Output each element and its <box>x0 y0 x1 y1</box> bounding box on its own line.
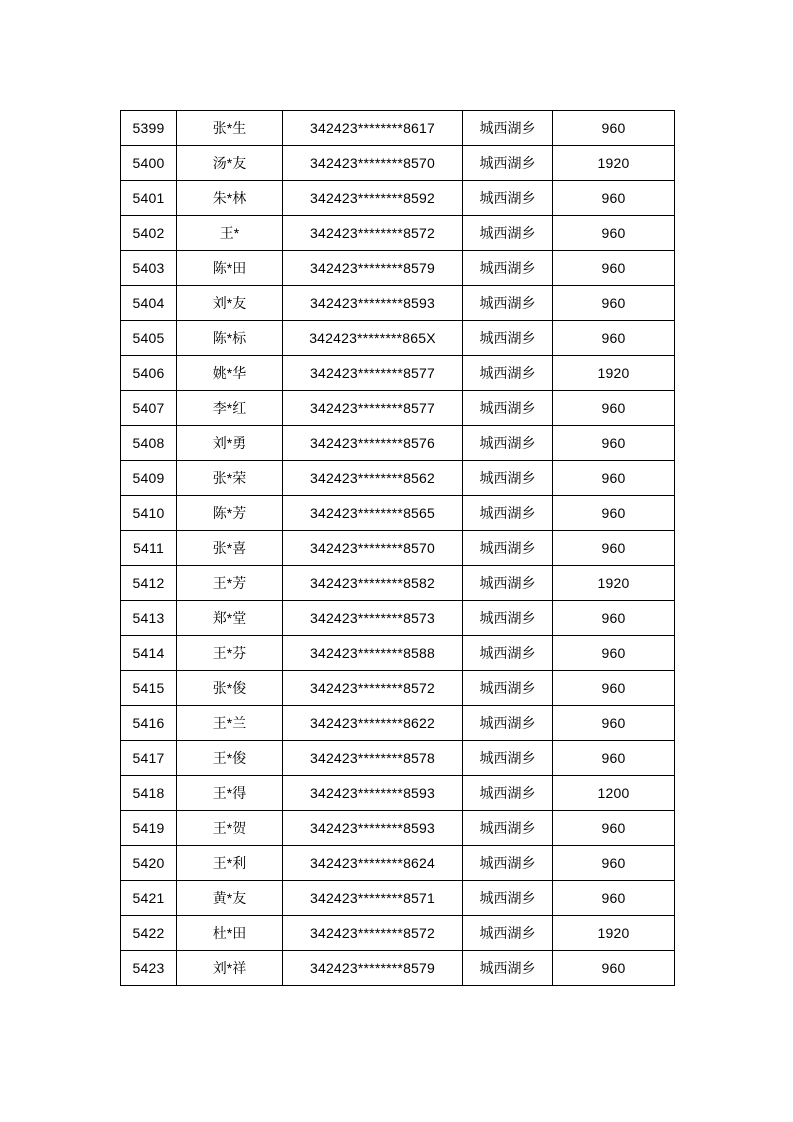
cell-id_number: 342423********8573 <box>283 601 463 636</box>
cell-id_number: 342423********8577 <box>283 356 463 391</box>
cell-amount: 960 <box>553 706 675 741</box>
cell-name: 朱*林 <box>177 181 283 216</box>
cell-serial: 5399 <box>121 111 177 146</box>
table-row <box>121 566 675 601</box>
cell-serial: 5421 <box>121 881 177 916</box>
cell-id_number: 342423********8588 <box>283 636 463 671</box>
cell-name: 张*俊 <box>177 671 283 706</box>
table-row <box>121 391 675 426</box>
cell-id_number: 342423********8570 <box>283 531 463 566</box>
cell-name: 张*喜 <box>177 531 283 566</box>
cell-serial: 5416 <box>121 706 177 741</box>
cell-amount: 1920 <box>553 566 675 601</box>
cell-serial: 5402 <box>121 216 177 251</box>
table-row <box>121 356 675 391</box>
cell-township: 城西湖乡 <box>463 531 553 566</box>
cell-amount: 960 <box>553 636 675 671</box>
cell-amount: 960 <box>553 671 675 706</box>
cell-township: 城西湖乡 <box>463 846 553 881</box>
cell-serial: 5417 <box>121 741 177 776</box>
cell-id_number: 342423********8570 <box>283 146 463 181</box>
cell-name: 杜*田 <box>177 916 283 951</box>
cell-serial: 5403 <box>121 251 177 286</box>
cell-serial: 5400 <box>121 146 177 181</box>
table-row <box>121 706 675 741</box>
table-row <box>121 846 675 881</box>
cell-serial: 5405 <box>121 321 177 356</box>
cell-serial: 5411 <box>121 531 177 566</box>
cell-id_number: 342423********8624 <box>283 846 463 881</box>
cell-id_number: 342423********8576 <box>283 426 463 461</box>
cell-id_number: 342423********8617 <box>283 111 463 146</box>
table-row <box>121 741 675 776</box>
cell-amount: 960 <box>553 181 675 216</box>
table-row <box>121 321 675 356</box>
cell-name: 刘*祥 <box>177 951 283 986</box>
cell-township: 城西湖乡 <box>463 881 553 916</box>
table-sheet <box>120 110 674 986</box>
cell-amount: 960 <box>553 951 675 986</box>
cell-township: 城西湖乡 <box>463 461 553 496</box>
cell-township: 城西湖乡 <box>463 286 553 321</box>
cell-amount: 960 <box>553 496 675 531</box>
table-row <box>121 951 675 986</box>
cell-id_number: 342423********8593 <box>283 811 463 846</box>
table-row <box>121 636 675 671</box>
cell-township: 城西湖乡 <box>463 181 553 216</box>
cell-amount: 960 <box>553 111 675 146</box>
cell-serial: 5408 <box>121 426 177 461</box>
table-row <box>121 146 675 181</box>
cell-township: 城西湖乡 <box>463 811 553 846</box>
cell-township: 城西湖乡 <box>463 741 553 776</box>
table-row <box>121 181 675 216</box>
cell-name: 刘*勇 <box>177 426 283 461</box>
cell-township: 城西湖乡 <box>463 496 553 531</box>
cell-amount: 960 <box>553 216 675 251</box>
cell-township: 城西湖乡 <box>463 916 553 951</box>
cell-township: 城西湖乡 <box>463 216 553 251</box>
cell-amount: 960 <box>553 811 675 846</box>
cell-id_number: 342423********8582 <box>283 566 463 601</box>
cell-id_number: 342423********8622 <box>283 706 463 741</box>
cell-name: 张*生 <box>177 111 283 146</box>
cell-serial: 5410 <box>121 496 177 531</box>
cell-serial: 5422 <box>121 916 177 951</box>
cell-amount: 1920 <box>553 916 675 951</box>
cell-id_number: 342423********8592 <box>283 181 463 216</box>
cell-serial: 5419 <box>121 811 177 846</box>
cell-serial: 5401 <box>121 181 177 216</box>
cell-id_number: 342423********8593 <box>283 776 463 811</box>
cell-serial: 5423 <box>121 951 177 986</box>
cell-township: 城西湖乡 <box>463 146 553 181</box>
cell-amount: 1920 <box>553 356 675 391</box>
cell-id_number: 342423********8579 <box>283 251 463 286</box>
cell-township: 城西湖乡 <box>463 951 553 986</box>
cell-id_number: 342423********8593 <box>283 286 463 321</box>
cell-serial: 5418 <box>121 776 177 811</box>
table-row <box>121 286 675 321</box>
cell-name: 汤*友 <box>177 146 283 181</box>
cell-serial: 5412 <box>121 566 177 601</box>
cell-id_number: 342423********8572 <box>283 916 463 951</box>
cell-amount: 960 <box>553 531 675 566</box>
table-row <box>121 811 675 846</box>
table-row <box>121 496 675 531</box>
cell-name: 王*兰 <box>177 706 283 741</box>
table-row <box>121 601 675 636</box>
cell-name: 郑*堂 <box>177 601 283 636</box>
cell-serial: 5415 <box>121 671 177 706</box>
table-row <box>121 461 675 496</box>
cell-serial: 5413 <box>121 601 177 636</box>
cell-serial: 5404 <box>121 286 177 321</box>
cell-serial: 5414 <box>121 636 177 671</box>
table-row <box>121 776 675 811</box>
cell-name: 陈*标 <box>177 321 283 356</box>
cell-amount: 960 <box>553 251 675 286</box>
cell-serial: 5406 <box>121 356 177 391</box>
cell-township: 城西湖乡 <box>463 566 553 601</box>
cell-township: 城西湖乡 <box>463 251 553 286</box>
table-body <box>121 111 675 986</box>
cell-name: 王*俊 <box>177 741 283 776</box>
cell-id_number: 342423********8571 <box>283 881 463 916</box>
cell-township: 城西湖乡 <box>463 636 553 671</box>
cell-amount: 960 <box>553 391 675 426</box>
cell-township: 城西湖乡 <box>463 671 553 706</box>
cell-township: 城西湖乡 <box>463 706 553 741</box>
table-row <box>121 916 675 951</box>
cell-name: 陈*芳 <box>177 496 283 531</box>
cell-amount: 1200 <box>553 776 675 811</box>
cell-amount: 960 <box>553 846 675 881</box>
cell-amount: 960 <box>553 426 675 461</box>
cell-name: 姚*华 <box>177 356 283 391</box>
cell-name: 王*利 <box>177 846 283 881</box>
cell-amount: 960 <box>553 601 675 636</box>
table-row <box>121 216 675 251</box>
cell-id_number: 342423********8572 <box>283 216 463 251</box>
cell-id_number: 342423********865X <box>283 321 463 356</box>
cell-township: 城西湖乡 <box>463 391 553 426</box>
cell-amount: 1920 <box>553 146 675 181</box>
table-row <box>121 111 675 146</box>
cell-name: 王*芬 <box>177 636 283 671</box>
cell-serial: 5407 <box>121 391 177 426</box>
cell-id_number: 342423********8577 <box>283 391 463 426</box>
cell-township: 城西湖乡 <box>463 776 553 811</box>
cell-serial: 5409 <box>121 461 177 496</box>
cell-amount: 960 <box>553 741 675 776</box>
cell-amount: 960 <box>553 286 675 321</box>
cell-id_number: 342423********8578 <box>283 741 463 776</box>
subsidy-table <box>120 110 675 986</box>
cell-township: 城西湖乡 <box>463 356 553 391</box>
cell-id_number: 342423********8572 <box>283 671 463 706</box>
cell-township: 城西湖乡 <box>463 321 553 356</box>
table-row <box>121 251 675 286</box>
cell-name: 张*荣 <box>177 461 283 496</box>
cell-township: 城西湖乡 <box>463 601 553 636</box>
cell-name: 黄*友 <box>177 881 283 916</box>
cell-township: 城西湖乡 <box>463 111 553 146</box>
cell-township: 城西湖乡 <box>463 426 553 461</box>
cell-serial: 5420 <box>121 846 177 881</box>
cell-amount: 960 <box>553 881 675 916</box>
cell-name: 王*芳 <box>177 566 283 601</box>
table-row <box>121 671 675 706</box>
cell-name: 王*贺 <box>177 811 283 846</box>
cell-id_number: 342423********8565 <box>283 496 463 531</box>
cell-name: 李*红 <box>177 391 283 426</box>
cell-name: 王* <box>177 216 283 251</box>
cell-name: 陈*田 <box>177 251 283 286</box>
cell-name: 王*得 <box>177 776 283 811</box>
table-row <box>121 881 675 916</box>
table-row <box>121 426 675 461</box>
cell-amount: 960 <box>553 461 675 496</box>
table-row <box>121 531 675 566</box>
cell-id_number: 342423********8579 <box>283 951 463 986</box>
cell-name: 刘*友 <box>177 286 283 321</box>
cell-amount: 960 <box>553 321 675 356</box>
cell-id_number: 342423********8562 <box>283 461 463 496</box>
